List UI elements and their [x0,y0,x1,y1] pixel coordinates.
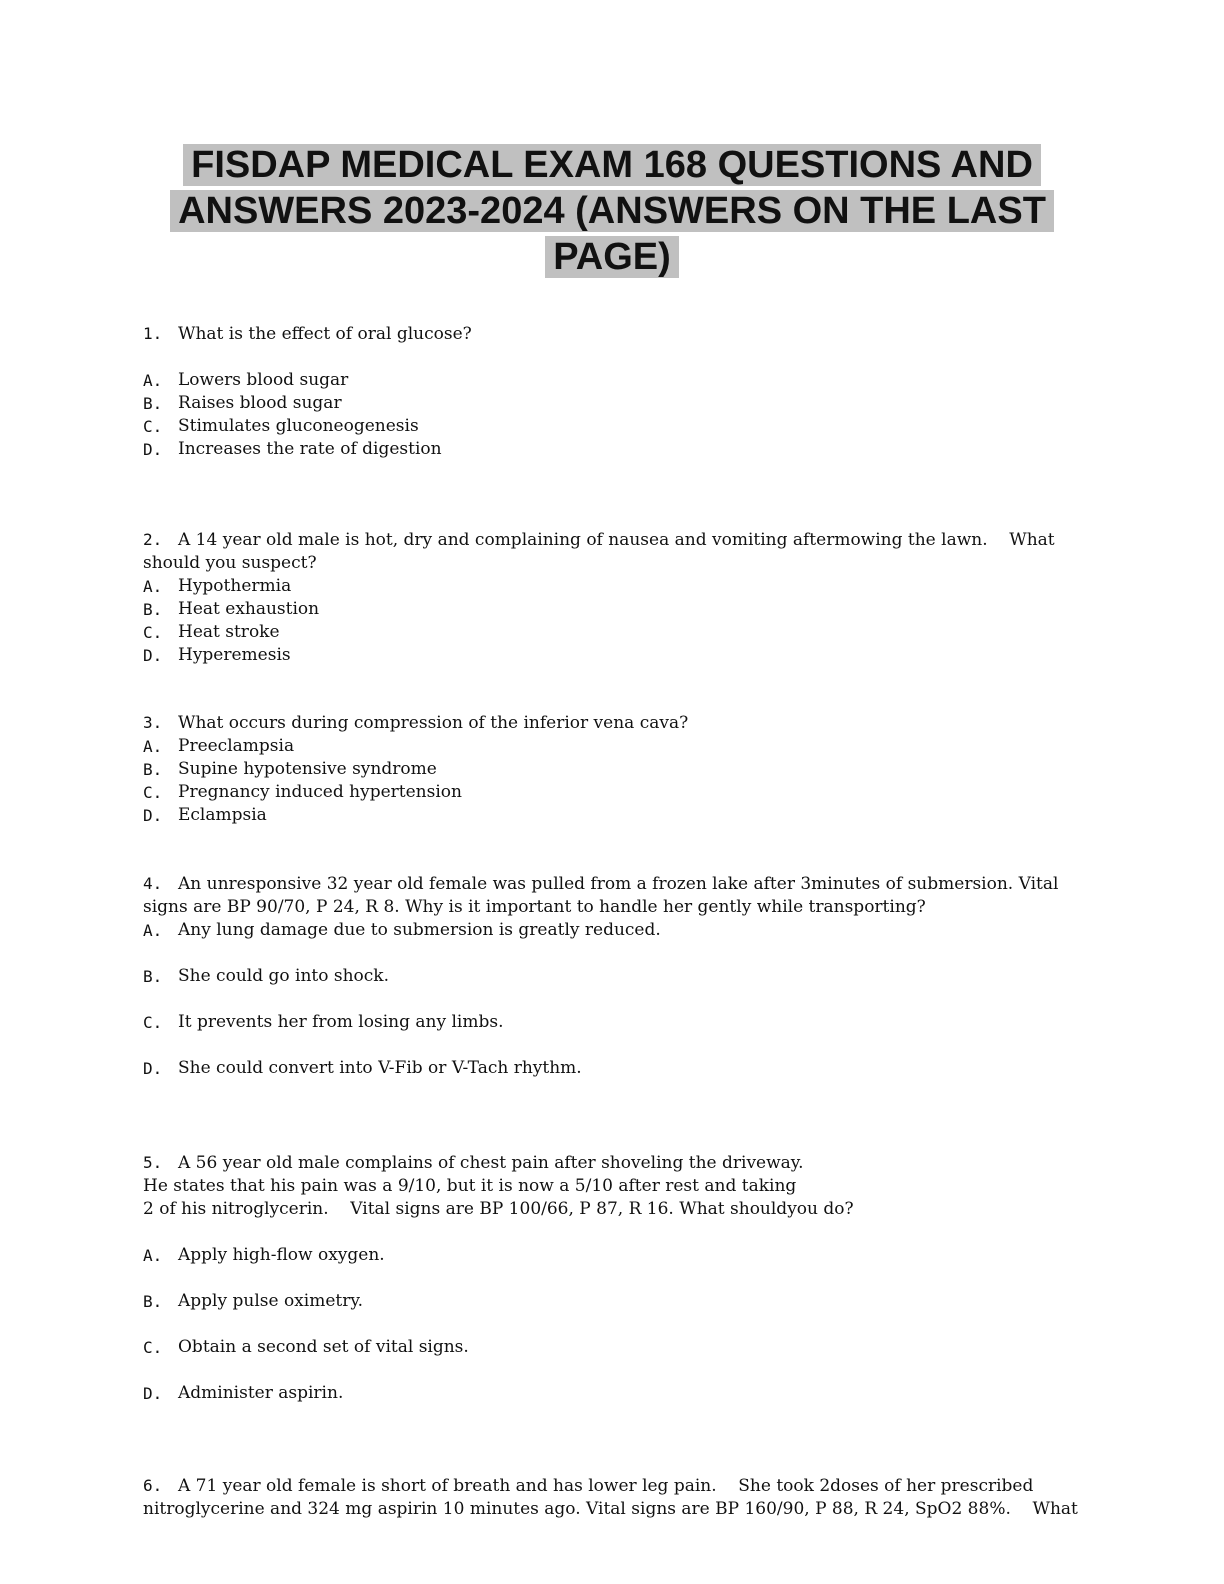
question-stem-line-1: An unresponsive 32 year old female was pulled from a frozen lake after 3minutes of submersion. Vital [178,874,1059,894]
option-a: A. Lowers blood sugar [143,370,349,390]
question-3 [143,711,1063,827]
option-b: B. Heat exhaustion [143,599,320,619]
question-stem-line-2: He states that his pain was a 9/10, but it is now a 5/10 after rest and taking [143,1176,797,1196]
option-b: B. She could go into shock. [143,966,389,986]
question-6 [143,1474,1078,1521]
option-b: B. Apply pulse oximetry. [143,1291,364,1311]
question-stem-line-1: A 56 year old male complains of chest pain after shoveling the driveway. [178,1153,804,1173]
question-number: 6. [143,1476,163,1495]
option-c: C. It prevents her from losing any limbs. [143,1012,504,1032]
document-title [0,142,1224,280]
title-line-3: PAGE) [545,236,679,278]
question-stem-line-2: nitroglycerine and 324 mg aspirin 10 minutes ago. Vital signs are BP 160/90, P 88, R 24, SpO2 88%. What [143,1499,1078,1519]
option-b: B. Raises blood sugar [143,393,342,413]
option-c: C. Heat stroke [143,622,280,642]
question-stem-line-3: 2 of his nitroglycerin. Vital signs are BP 100/66, P 87, R 16. What shouldyou do? [143,1199,854,1219]
option-c: C. Obtain a second set of vital signs. [143,1337,469,1357]
title-line-2: ANSWERS 2023-2024 (ANSWERS ON THE LAST [170,190,1054,232]
question-5 [143,1151,1063,1405]
option-d: D. She could convert into V-Fib or V-Tach rhythm. [143,1058,582,1078]
question-stem-line-2: signs are BP 90/70, P 24, R 8. Why is it important to handle her gently while transporting? [143,897,926,917]
question-2 [143,528,1063,667]
question-stem: What is the effect of oral glucose? [178,324,472,344]
option-c: C. Pregnancy induced hypertension [143,782,462,802]
option-a: A. Any lung damage due to submersion is greatly reduced. [143,920,661,940]
option-d: D. Hyperemesis [143,645,291,665]
option-d: D. Administer aspirin. [143,1383,344,1403]
option-a: A. Apply high-flow oxygen. [143,1245,385,1265]
question-stem-line-1: A 71 year old female is short of breath and has lower leg pain. She took 2doses of her prescribed [178,1476,1034,1496]
question-1 [143,322,1063,461]
option-a: A. Hypothermia [143,576,292,596]
question-number: 2. [143,530,163,549]
question-stem: What occurs during compression of the inferior vena cava? [178,713,689,733]
option-d: D. Eclampsia [143,805,267,825]
option-b: B. Supine hypotensive syndrome [143,759,437,779]
question-number: 4. [143,874,163,893]
question-stem-line-2: should you suspect? [143,553,317,573]
question-4 [143,872,1063,1080]
option-d: D. Increases the rate of digestion [143,439,442,459]
title-line-1: FISDAP MEDICAL EXAM 168 QUESTIONS AND [183,144,1041,186]
question-number: 5. [143,1153,163,1172]
question-number: 1. [143,324,163,343]
option-a: A. Preeclampsia [143,736,295,756]
option-c: C. Stimulates gluconeogenesis [143,416,419,436]
question-stem-line-1: A 14 year old male is hot, dry and complaining of nausea and vomiting aftermowing the lawn. What [178,530,1055,550]
question-number: 3. [143,713,163,732]
